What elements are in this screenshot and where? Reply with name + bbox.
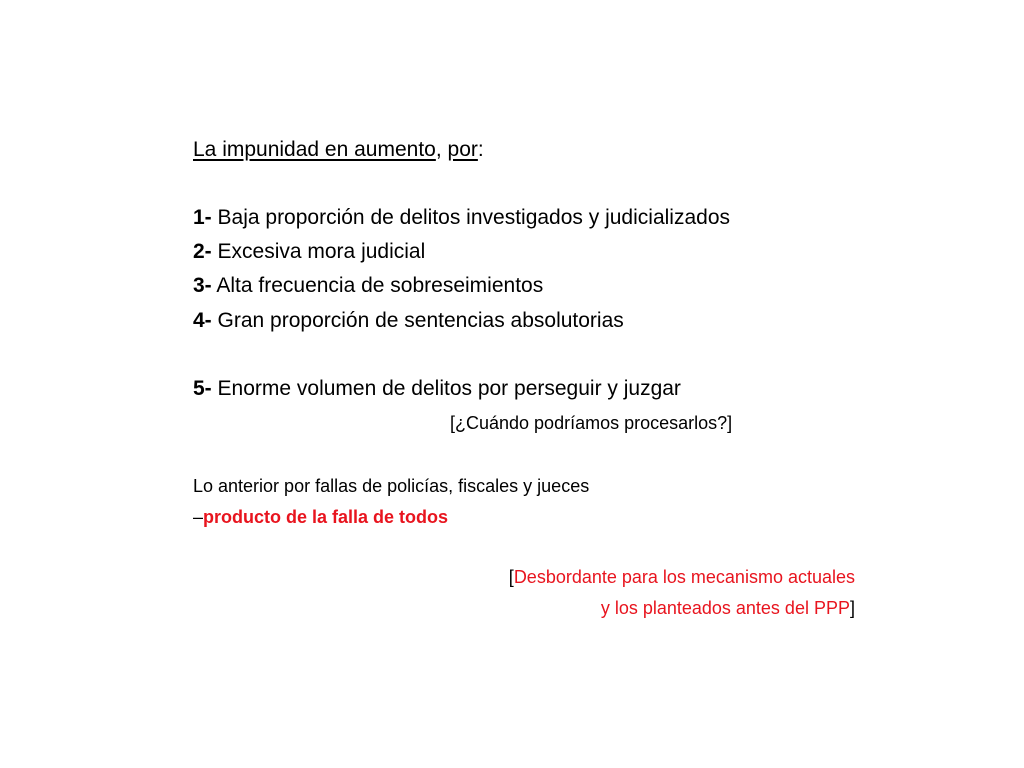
closing-line-1 (509, 568, 855, 586)
question-note: [¿Cuándo podríamos procesarlos?] (450, 413, 733, 433)
title-separator: , (435, 138, 448, 161)
list-item-4 (193, 310, 624, 331)
producto-text: producto de la falla de todos (203, 507, 449, 527)
item-number: 3- (193, 274, 212, 297)
item-number: 4- (193, 309, 212, 332)
list-item-2 (193, 241, 425, 262)
title-impunidad: La impunidad en aumento (193, 138, 436, 161)
item-number: 1- (193, 206, 212, 229)
item-text: Gran proporción de sentencias absolutorias (211, 309, 624, 332)
list-item-5 (193, 378, 681, 399)
closing-line-2 (601, 599, 855, 617)
item-number: 2- (193, 240, 212, 263)
producto-line (193, 508, 448, 526)
closing-text-2: y los planteados antes del PPP (600, 598, 850, 618)
item-text: Baja proporción de delitos investigados y judicializados (211, 206, 730, 229)
closing-open-bracket: [ (508, 567, 514, 587)
item-text: Enorme volumen de delitos por perseguir y juzgar (211, 377, 681, 400)
anterior-text: Lo anterior por fallas de policías, fiscales y jueces (193, 476, 590, 496)
title-por: por (447, 138, 478, 161)
item-number: 5- (193, 377, 212, 400)
list-item-3 (193, 275, 543, 296)
item-text: Alta frecuencia de sobreseimientos (211, 274, 544, 297)
producto-dash: – (193, 507, 204, 527)
slide-title (193, 139, 484, 160)
closing-close-bracket: ] (849, 598, 855, 618)
list-item-1 (193, 207, 730, 228)
title-colon: : (477, 138, 484, 161)
item-text: Excesiva mora judicial (211, 240, 426, 263)
closing-text-1: Desbordante para los mecanismo actuales (513, 567, 855, 587)
